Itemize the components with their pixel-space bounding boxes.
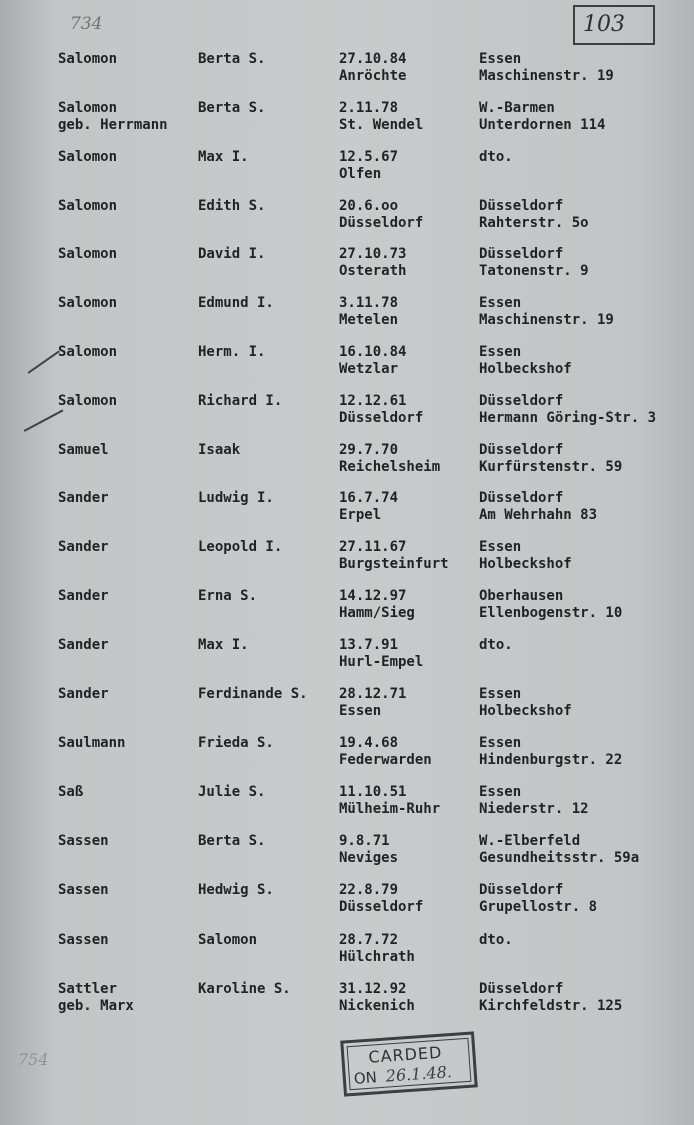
given-name: Ludwig I. bbox=[198, 490, 274, 506]
address: Düsseldorf Kirchfeldstr. 125 bbox=[479, 981, 623, 1014]
record-row bbox=[0, 198, 694, 244]
address: Düsseldorf Grupellostr. 8 bbox=[479, 882, 598, 915]
given-name: Leopold I. bbox=[198, 539, 283, 555]
birth-info: 31.12.92 Nickenich bbox=[339, 981, 415, 1014]
address: Düsseldorf Tatonenstr. 9 bbox=[479, 246, 589, 279]
address: Essen Maschinenstr. 19 bbox=[479, 51, 614, 84]
surname: Salomon bbox=[58, 246, 118, 262]
handwritten-note-top: 734 bbox=[70, 14, 103, 34]
address: Düsseldorf Rahterstr. 5o bbox=[479, 198, 589, 231]
address: dto. bbox=[479, 932, 513, 948]
surname: Salomon bbox=[58, 344, 118, 360]
birth-info: 3.11.78 Metelen bbox=[339, 295, 399, 328]
record-row bbox=[0, 344, 694, 390]
surname: Sander bbox=[58, 490, 109, 506]
given-name: Berta S. bbox=[198, 51, 266, 67]
surname: Saß bbox=[58, 784, 84, 800]
surname: Sander bbox=[58, 637, 109, 653]
given-name: Salomon bbox=[198, 932, 258, 948]
birth-info: 19.4.68 Federwarden bbox=[339, 735, 432, 768]
given-name: Berta S. bbox=[198, 100, 266, 116]
record-row bbox=[0, 490, 694, 536]
record-row bbox=[0, 100, 694, 146]
given-name: Berta S. bbox=[198, 833, 266, 849]
given-name: Erna S. bbox=[198, 588, 258, 604]
birth-info: 28.12.71 Essen bbox=[339, 686, 407, 719]
address: W.-Barmen Unterdornen 114 bbox=[479, 100, 606, 133]
birth-info: 13.7.91 Hurl-Empel bbox=[339, 637, 424, 670]
given-name: Max I. bbox=[198, 149, 249, 165]
surname: Sassen bbox=[58, 932, 109, 948]
surname: Salomon bbox=[58, 295, 118, 311]
birth-info: 12.5.67 Olfen bbox=[339, 149, 399, 182]
birth-info: 27.10.84 Anröchte bbox=[339, 51, 407, 84]
record-row bbox=[0, 932, 694, 978]
surname: Sassen bbox=[58, 833, 109, 849]
surname: Sander bbox=[58, 588, 109, 604]
birth-info: 11.10.51 Mülheim-Ruhr bbox=[339, 784, 441, 817]
given-name: Herm. I. bbox=[198, 344, 266, 360]
surname: Sassen bbox=[58, 882, 109, 898]
birth-info: 28.7.72 Hülchrath bbox=[339, 932, 415, 965]
stamp-on-label: ON bbox=[353, 1068, 378, 1088]
birth-info: 14.12.97 Hamm/Sieg bbox=[339, 588, 415, 621]
given-name: Richard I. bbox=[198, 393, 283, 409]
record-row bbox=[0, 833, 694, 879]
record-row bbox=[0, 735, 694, 781]
record-row bbox=[0, 246, 694, 292]
address: Düsseldorf Am Wehrhahn 83 bbox=[479, 490, 598, 523]
address: Essen Holbeckshof bbox=[479, 344, 572, 377]
record-row bbox=[0, 882, 694, 928]
address: Essen Holbeckshof bbox=[479, 539, 572, 572]
given-name: Edith S. bbox=[198, 198, 266, 214]
address: Essen Niederstr. 12 bbox=[479, 784, 589, 817]
given-name: Karoline S. bbox=[198, 981, 291, 997]
handwritten-note-bottom: 754 bbox=[18, 1050, 49, 1069]
address: W.-Elberfeld Gesundheitsstr. 59a bbox=[479, 833, 640, 866]
address: dto. bbox=[479, 637, 513, 653]
address: Essen Hindenburgstr. 22 bbox=[479, 735, 623, 768]
birth-info: 22.8.79 Düsseldorf bbox=[339, 882, 424, 915]
stamp-date: 26.1.48. bbox=[385, 1062, 453, 1086]
record-row bbox=[0, 686, 694, 732]
surname: Sander bbox=[58, 539, 109, 555]
record-row bbox=[0, 442, 694, 488]
record-row bbox=[0, 295, 694, 341]
birth-info: 29.7.70 Reichelsheim bbox=[339, 442, 441, 475]
surname: Salomon geb. Herrmann bbox=[58, 100, 168, 133]
record-row bbox=[0, 51, 694, 97]
address: Essen Holbeckshof bbox=[479, 686, 572, 719]
birth-info: 16.10.84 Wetzlar bbox=[339, 344, 407, 377]
given-name: Edmund I. bbox=[198, 295, 274, 311]
stamp-label: CARDED bbox=[367, 1042, 443, 1067]
surname: Sander bbox=[58, 686, 109, 702]
birth-info: 27.11.67 Burgsteinfurt bbox=[339, 539, 449, 572]
record-row bbox=[0, 784, 694, 830]
record-row bbox=[0, 588, 694, 634]
record-row bbox=[0, 393, 694, 439]
surname: Samuel bbox=[58, 442, 109, 458]
given-name: Max I. bbox=[198, 637, 249, 653]
record-row bbox=[0, 637, 694, 683]
birth-info: 2.11.78 St. Wendel bbox=[339, 100, 424, 133]
surname: Saulmann bbox=[58, 735, 126, 751]
birth-info: 16.7.74 Erpel bbox=[339, 490, 399, 523]
surname: Salomon bbox=[58, 393, 118, 409]
given-name: Hedwig S. bbox=[198, 882, 274, 898]
birth-info: 12.12.61 Düsseldorf bbox=[339, 393, 424, 426]
given-name: Ferdinande S. bbox=[198, 686, 308, 702]
address: Düsseldorf Hermann Göring-Str. 3 bbox=[479, 393, 657, 426]
record-row bbox=[0, 539, 694, 585]
given-name: Isaak bbox=[198, 442, 241, 458]
address: Düsseldorf Kurfürstenstr. 59 bbox=[479, 442, 623, 475]
page-number-box: 103 bbox=[573, 5, 655, 45]
given-name: Frieda S. bbox=[198, 735, 274, 751]
surname: Sattler geb. Marx bbox=[58, 981, 134, 1014]
surname: Salomon bbox=[58, 198, 118, 214]
birth-info: 20.6.oo Düsseldorf bbox=[339, 198, 424, 231]
address: Essen Maschinenstr. 19 bbox=[479, 295, 614, 328]
surname: Salomon bbox=[58, 51, 118, 67]
birth-info: 27.10.73 Osterath bbox=[339, 246, 407, 279]
address: Oberhausen Ellenbogenstr. 10 bbox=[479, 588, 623, 621]
given-name: David I. bbox=[198, 246, 266, 262]
record-row bbox=[0, 981, 694, 1027]
carded-stamp bbox=[340, 1031, 478, 1096]
address: dto. bbox=[479, 149, 513, 165]
record-row bbox=[0, 149, 694, 195]
birth-info: 9.8.71 Neviges bbox=[339, 833, 399, 866]
surname: Salomon bbox=[58, 149, 118, 165]
given-name: Julie S. bbox=[198, 784, 266, 800]
